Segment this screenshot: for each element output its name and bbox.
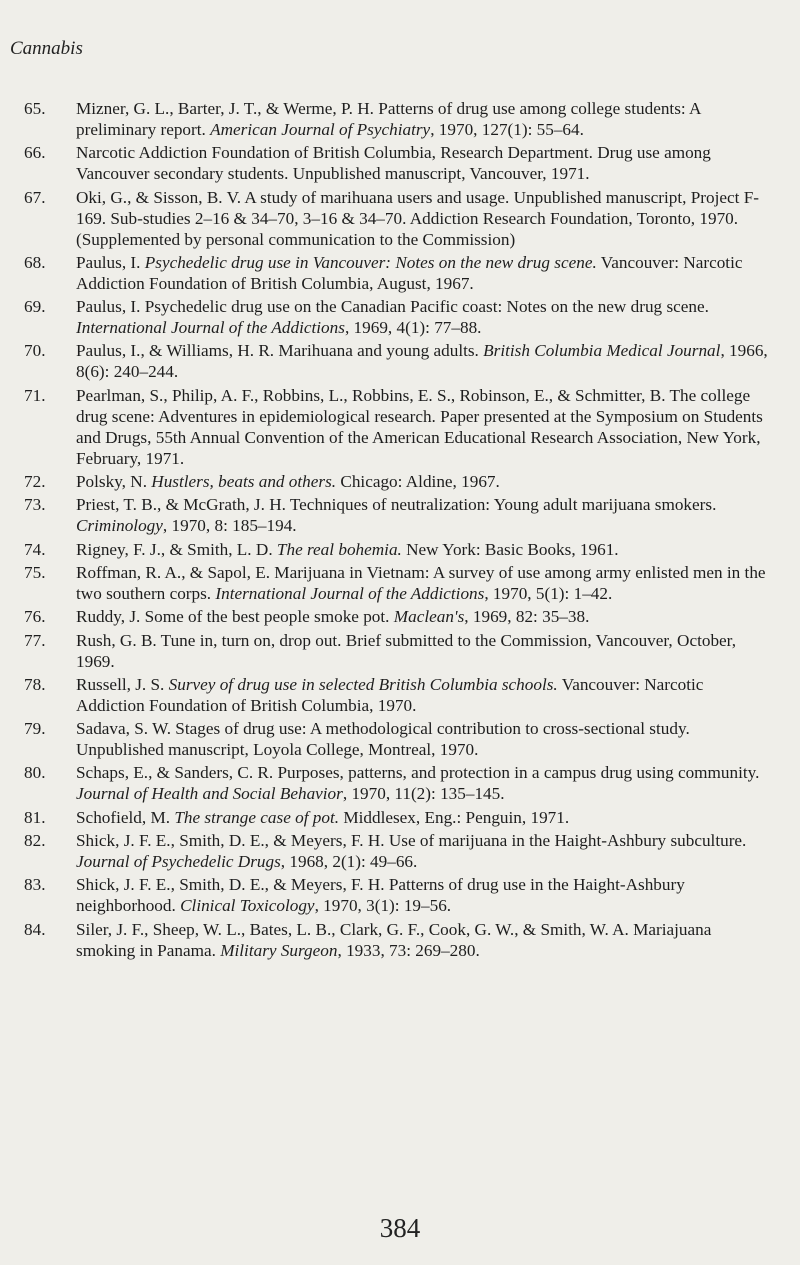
reference-source-title: The real bohemia. <box>276 539 402 559</box>
reference-source-title: Criminology <box>76 516 163 536</box>
reference-entry <box>24 606 774 627</box>
reference-authors-title: Rush, G. B. Tune in, turn on, drop out. Brief submitted to the Commission, Vancouver, October, 1969. <box>76 630 736 671</box>
reference-text <box>76 142 774 184</box>
reference-authors-title: Shick, J. F. E., Smith, D. E., & Meyers, F. H. Patterns of drug use in the Haight-Ashbury neighborhood. <box>76 875 685 916</box>
reference-publication-details: , 1970, 11(2): 135–145. <box>342 784 505 804</box>
reference-authors-title: Sadava, S. W. Stages of drug use: A methodological contribution to cross-sectional study. Unpublished manuscript, Loyola College, Montreal, 1970. <box>76 719 690 760</box>
reference-entry <box>24 718 774 760</box>
reference-entry <box>24 762 774 804</box>
reference-entry <box>24 874 774 916</box>
reference-authors-title: Mizner, G. L., Barter, J. T., & Werme, P. H. Patterns of drug use among college students: A preliminary report. <box>76 99 701 139</box>
reference-text <box>76 762 774 804</box>
reference-text <box>76 718 774 760</box>
reference-number: 72. <box>24 472 46 492</box>
reference-authors-title: Schofield, M. <box>76 807 175 827</box>
reference-publication-details: , 1970, 3(1): 19–56. <box>314 896 452 916</box>
reference-entry <box>24 674 774 716</box>
reference-authors-title: Roffman, R. A., & Sapol, E. Marijuana in Vietnam: A survey of use among army enlisted men in the two southern corps. <box>76 562 766 603</box>
reference-authors-title: Narcotic Addiction Foundation of British Columbia, Research Department. Drug use among Vancouver secondary students. Unpublished manuscript, Vancouver, 1971. <box>76 143 711 184</box>
reference-source-title: Journal of Health and Social Behavior <box>76 784 343 804</box>
reference-publication-details: , 1970, 5(1): 1–42. <box>484 583 613 603</box>
reference-source-title: Clinical Toxicology <box>180 896 315 916</box>
page-number: 384 <box>379 1213 421 1243</box>
reference-text <box>76 252 774 294</box>
reference-source-title: Journal of Psychedelic Drugs <box>76 852 281 872</box>
reference-publication-details: Vancouver: Narcotic Addiction Foundation of British Columbia, 1970. <box>76 674 704 715</box>
reference-publication-details: , 1970, 8: 185–194. <box>162 516 297 536</box>
reference-entry <box>24 494 774 536</box>
reference-text <box>76 98 774 140</box>
reference-text <box>76 630 774 672</box>
reference-number: 73. <box>24 495 46 515</box>
reference-number: 78. <box>24 674 46 694</box>
reference-entry <box>24 98 774 140</box>
reference-publication-details: , 1969, 82: 35–38. <box>464 607 590 627</box>
reference-authors-title: Priest, T. B., & McGrath, J. H. Techniques of neutralization: Young adult marijuana smokers. <box>76 495 717 515</box>
reference-source-title: Hustlers, beats and others. <box>151 472 337 492</box>
reference-authors-title: Polsky, N. <box>76 472 152 492</box>
reference-list <box>24 98 774 963</box>
reference-number: 74. <box>24 539 46 559</box>
reference-publication-details: Chicago: Aldine, 1967. <box>336 472 500 492</box>
reference-authors-title: Paulus, I. Psychedelic drug use on the Canadian Pacific coast: Notes on the new drug scene. <box>76 297 709 317</box>
reference-publication-details: , 1969, 4(1): 77–88. <box>344 318 482 338</box>
reference-publication-details: , 1968, 2(1): 49–66. <box>280 852 418 872</box>
reference-source-title: The strange case of pot. <box>174 807 340 827</box>
reference-entry <box>24 471 774 492</box>
reference-entry <box>24 296 774 338</box>
reference-authors-title: Oki, G., & Sisson, B. V. A study of marihuana users and usage. Unpublished manuscript, Project F-169. Sub-studies 2–16 & 34–70, 3–16 & 34–70. Addiction Research Foundation, Toronto, 1970. (Supplemented by personal communication to the Commission) <box>76 187 759 249</box>
reference-number: 81. <box>24 807 46 827</box>
reference-source-title: Survey of drug use in selected British Columbia schools. <box>168 674 558 694</box>
reference-text <box>76 187 774 250</box>
reference-source-title: International Journal of the Addictions <box>215 583 485 603</box>
reference-publication-details: , 1933, 73: 269–280. <box>337 940 480 960</box>
reference-number: 80. <box>24 763 46 783</box>
reference-authors-title: Pearlman, S., Philip, A. F., Robbins, L., Robbins, E. S., Robinson, E., & Schmitter, B. The college drug scene: Adventures in epidemiological research. Paper presented at the Symposium on Students and Drugs, 55th Annual Convention of the American Educational Research Association, New York, February, 1971. <box>76 385 763 468</box>
reference-text <box>76 340 774 382</box>
reference-authors-title: Siler, J. F., Sheep, W. L., Bates, L. B., Clark, G. F., Cook, G. W., & Smith, W. A. Mariajuana smoking in Panama. <box>76 919 712 960</box>
reference-authors-title: Shick, J. F. E., Smith, D. E., & Meyers, F. H. Use of marijuana in the Haight-Ashbury subculture. <box>76 831 747 851</box>
reference-text <box>76 830 774 872</box>
reference-text <box>76 674 774 716</box>
reference-source-title: American Journal of Psychiatry <box>210 120 431 139</box>
reference-authors-title: Paulus, I., & Williams, H. R. Marihuana and young adults. <box>76 341 484 361</box>
reference-text <box>76 539 774 560</box>
reference-text <box>76 919 774 961</box>
reference-source-title: Military Surgeon <box>220 940 338 960</box>
reference-text <box>76 874 774 916</box>
reference-number: 71. <box>24 385 46 405</box>
reference-authors-title: Paulus, I. <box>76 252 145 272</box>
reference-publication-details: Vancouver: Narcotic Addiction Foundation of British Columbia, August, 1967. <box>76 252 743 293</box>
reference-publication-details: , 1970, 127(1): 55–64. <box>430 120 584 139</box>
reference-text <box>76 385 774 469</box>
reference-entry <box>24 630 774 672</box>
reference-source-title: British Columbia Medical Journal <box>483 341 721 361</box>
reference-entry <box>24 142 774 184</box>
reference-source-title: International Journal of the Addictions <box>76 318 345 338</box>
reference-number: 82. <box>24 831 46 851</box>
reference-text <box>76 471 774 492</box>
reference-number: 77. <box>24 630 46 650</box>
reference-entry <box>24 340 774 382</box>
reference-text <box>76 296 774 338</box>
reference-entry <box>24 807 774 828</box>
reference-number: 66. <box>24 143 46 163</box>
reference-authors-title: Ruddy, J. Some of the best people smoke pot. <box>76 607 394 627</box>
reference-entry <box>24 252 774 294</box>
reference-number: 68. <box>24 252 46 272</box>
reference-text <box>76 562 774 604</box>
reference-authors-title: Rigney, F. J., & Smith, L. D. <box>76 539 277 559</box>
reference-number: 69. <box>24 297 46 317</box>
reference-source-title: Psychedelic drug use in Vancouver: Notes on the new drug scene. <box>144 252 597 272</box>
reference-source-title: Maclean's <box>393 607 465 627</box>
reference-entry <box>24 919 774 961</box>
reference-number: 67. <box>24 187 46 207</box>
reference-publication-details: Middlesex, Eng.: Penguin, 1971. <box>339 807 570 827</box>
reference-text <box>76 494 774 536</box>
reference-entry <box>24 187 774 250</box>
reference-number: 75. <box>24 562 46 582</box>
reference-number: 76. <box>24 607 46 627</box>
reference-publication-details: New York: Basic Books, 1961. <box>401 539 619 559</box>
reference-authors-title: Russell, J. S. <box>76 674 169 694</box>
reference-number: 70. <box>24 341 46 361</box>
reference-entry <box>24 562 774 604</box>
reference-entry <box>24 385 774 469</box>
reference-authors-title: Schaps, E., & Sanders, C. R. Purposes, patterns, and protection in a campus drug using community. <box>76 763 760 783</box>
reference-number: 83. <box>24 875 46 895</box>
reference-text <box>76 606 774 627</box>
running-head: Cannabis <box>10 38 83 59</box>
reference-number: 84. <box>24 919 46 939</box>
reference-number: 65. <box>24 99 46 118</box>
reference-entry <box>24 830 774 872</box>
reference-text <box>76 807 774 828</box>
reference-publication-details: , 1966, 8(6): 240–244. <box>76 341 768 382</box>
reference-entry <box>24 539 774 560</box>
reference-number: 79. <box>24 719 46 739</box>
